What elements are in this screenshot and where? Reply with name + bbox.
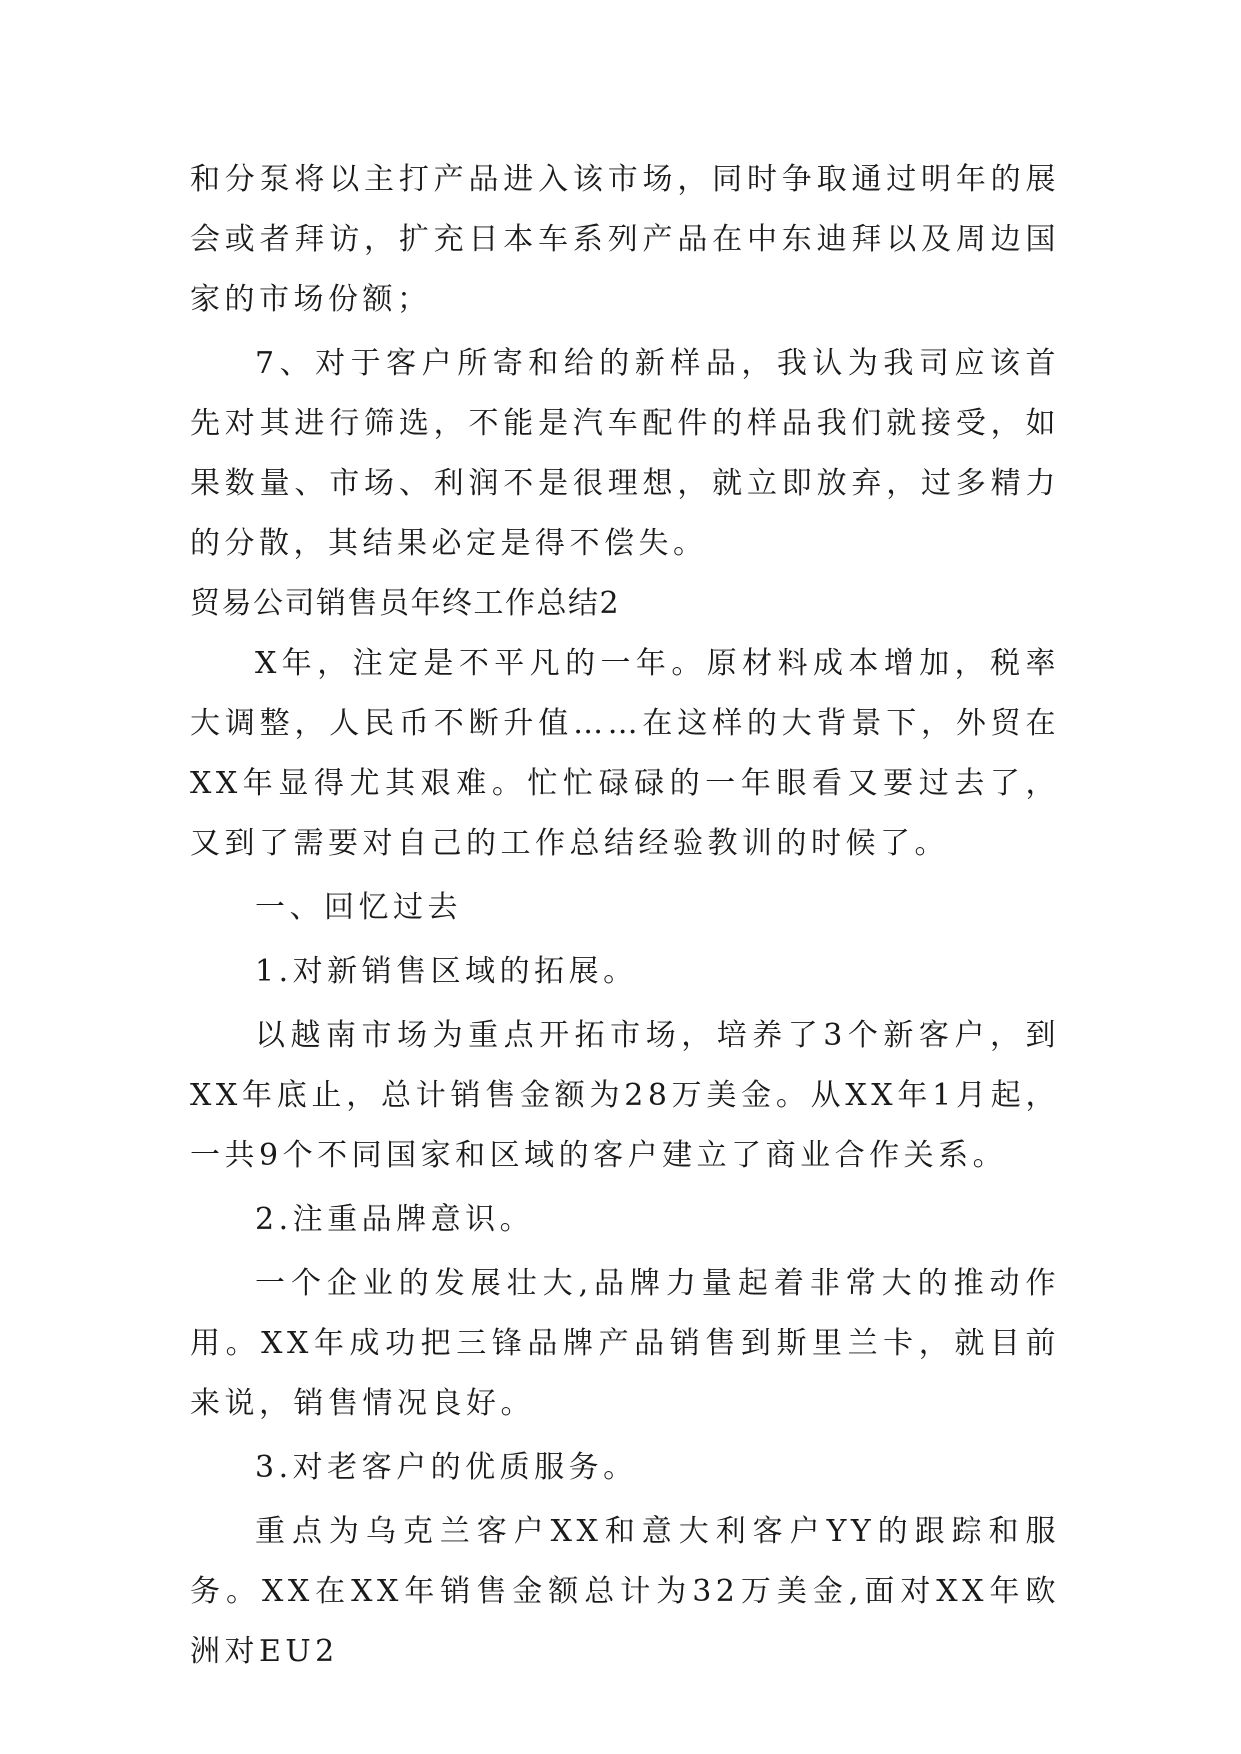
section-intro-paragraph: X年，注定是不平凡的一年。原材料成本增加，税率大调整，人民币不断升值……在这样的大背景下，外贸在XX年显得尤其艰难。忙忙碌碌的一年眼看又要过去了，又到了需要对自己的工作总结经验教训的时候了。 (190, 646, 1060, 861)
subheading-old-customers: 3.对老客户的优质服务。 (255, 1450, 638, 1485)
subheading-new-region: 1.对新销售区域的拓展。 (255, 954, 638, 989)
paragraph-vietnam-market: 以越南市场为重点开拓市场，培养了3个新客户，到XX年底止，总计销售金额为28万美金。从XX年1月起，一共9个不同国家和区域的客户建立了商业合作关系。 (190, 1018, 1060, 1173)
subheading-brand-awareness: 2.注重品牌意识。 (255, 1202, 535, 1237)
section-title: 贸易公司销售员年终工作总结2 (190, 586, 621, 621)
paragraph-continuation: 和分泵将以主打产品进入该市场，同时争取通过明年的展会或者拜访，扩充日本车系列产品在中东迪拜以及周边国家的市场份额； (190, 162, 1060, 317)
paragraph-ukraine-italy: 重点为乌克兰客户XX和意大利客户YY的跟踪和服务。XX在XX年销售金额总计为32万美金,面对XX年欧洲对EU2 (190, 1514, 1060, 1669)
paragraph-item-7: 7、对于客户所寄和给的新样品，我认为我司应该首先对其进行筛选，不能是汽车配件的样品我们就接受，如果数量、市场、利润不是很理想，就立即放弃，过多精力的分散，其结果必定是得不偿失。 (190, 346, 1060, 561)
document-page (190, 150, 1060, 1682)
subheading-review-past: 一、回忆过去 (255, 890, 462, 925)
paragraph-brand-power: 一个企业的发展壮大,品牌力量起着非常大的推动作用。XX年成功把三锋品牌产品销售到斯里兰卡，就目前来说，销售情况良好。 (190, 1266, 1060, 1421)
